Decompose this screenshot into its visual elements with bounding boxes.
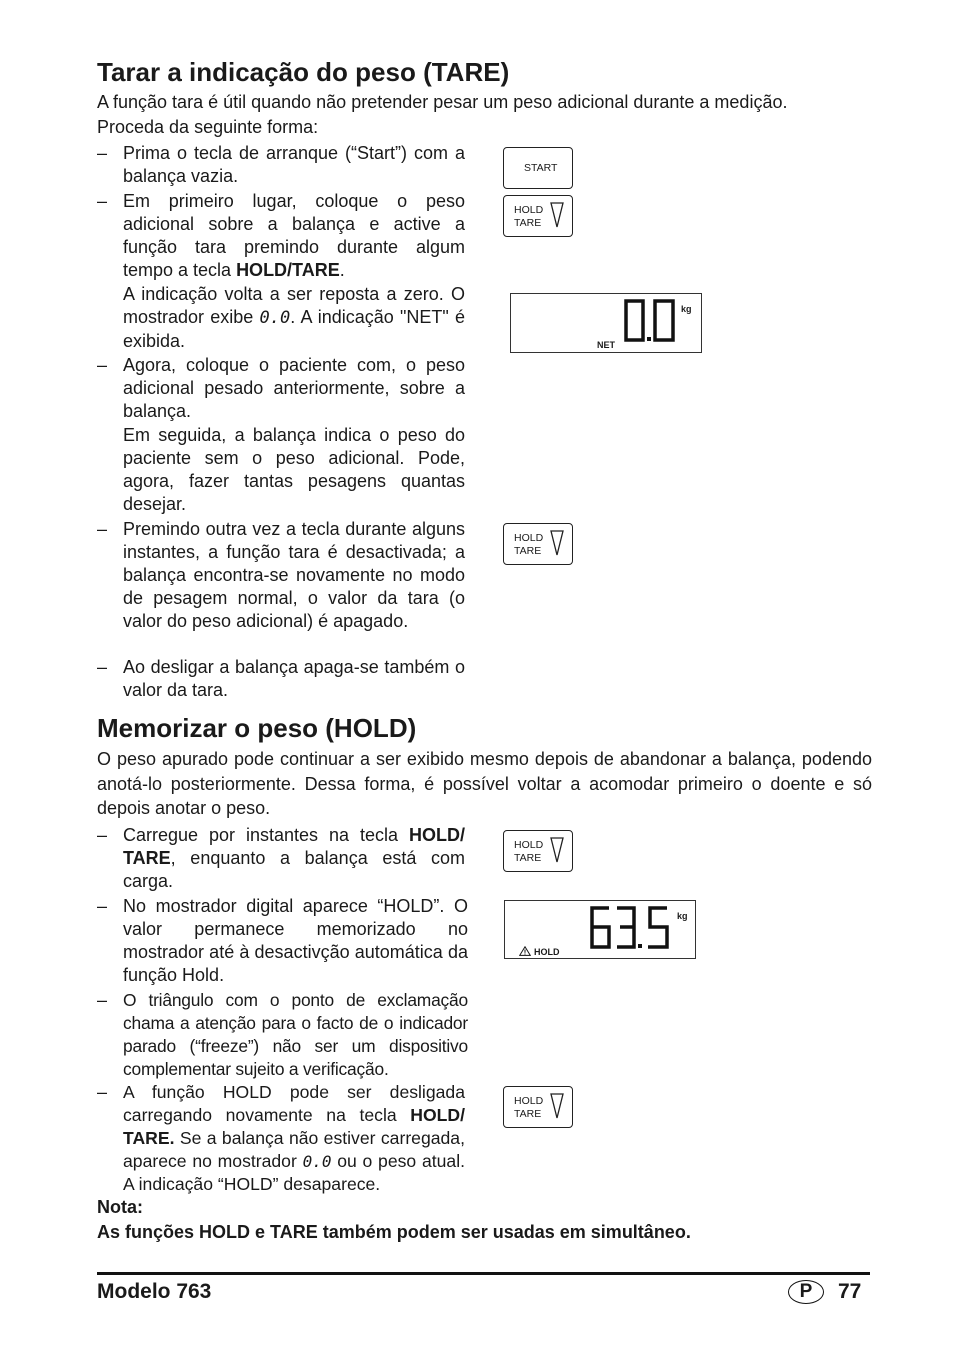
hold-step-4-text: A função HOLD pode ser desligada carregando novamente na tecla bbox=[123, 1082, 465, 1125]
hold-label: HOLD bbox=[514, 204, 544, 216]
tare-step-2-result-end: . A indicação "NET" é exibida. bbox=[123, 307, 465, 351]
list-dash: – bbox=[97, 825, 108, 845]
hold-tare-key-ref: HOLD/ TARE bbox=[123, 825, 465, 868]
display-hold-label: HOLD bbox=[534, 947, 560, 957]
hold-label: HOLD bbox=[514, 839, 544, 851]
tare-label: TARE bbox=[514, 1107, 542, 1120]
triangle-down-icon bbox=[550, 529, 564, 557]
hold-label: HOLD bbox=[514, 1095, 544, 1107]
triangle-down-icon bbox=[550, 201, 564, 229]
warning-triangle-icon bbox=[519, 946, 531, 956]
hold-tare-key-label bbox=[514, 839, 543, 864]
tare-step-3: Agora, coloque o paciente com, o peso adicional pesado anteriormente, sobre a balança. bbox=[123, 355, 465, 421]
hold-label: HOLD bbox=[514, 532, 544, 544]
hold-tare-key bbox=[503, 830, 573, 872]
start-key bbox=[503, 147, 573, 189]
list-dash: – bbox=[97, 355, 108, 375]
tare-step-1: Prima o tecla de arranque (“Start”) com a balança vazia. bbox=[123, 143, 465, 186]
display-net bbox=[510, 293, 702, 353]
hold-tare-key bbox=[503, 1086, 573, 1128]
hold-tare-key-label bbox=[514, 1095, 543, 1120]
list-dash: – bbox=[97, 657, 108, 677]
hold-tare-key-ref: HOLD/ TARE. bbox=[123, 1105, 465, 1148]
triangle-down-icon bbox=[550, 1092, 564, 1120]
footer-page-info bbox=[788, 1280, 861, 1304]
hold-step-4-mid: Se a balança não estiver carregada, aparece no mostrador bbox=[123, 1128, 465, 1171]
hold-tare-key-label bbox=[514, 532, 543, 557]
hold-tare-key-ref: HOLD/TARE bbox=[236, 260, 340, 280]
hold-step-4-end: ou o peso atual. A indicação “HOLD” desaparece. bbox=[123, 1151, 465, 1194]
section-heading-hold: Memorizar o peso (HOLD) bbox=[97, 713, 417, 743]
display-net-unit: kg bbox=[681, 304, 692, 314]
tare-intro-1: A função tara é útil quando não pretender pesar um peso adicional durante a medição. bbox=[97, 92, 788, 112]
triangle-down-icon bbox=[550, 836, 564, 864]
tare-step-2-end: . bbox=[339, 260, 345, 280]
section-heading-tare: Tarar a indicação do peso (TARE) bbox=[97, 57, 510, 87]
tare-label: TARE bbox=[514, 216, 542, 229]
tare-label: TARE bbox=[514, 544, 542, 557]
display-net-digits bbox=[623, 298, 679, 344]
list-dash: – bbox=[97, 896, 108, 916]
page-number: 77 bbox=[838, 1280, 862, 1303]
hold-step-4 bbox=[123, 1081, 465, 1196]
list-dash: – bbox=[97, 143, 108, 163]
hold-step-1-text: Carregue por instantes na tecla bbox=[123, 825, 409, 845]
display-net-label: NET bbox=[597, 340, 615, 350]
start-key-label: START bbox=[524, 162, 558, 174]
inline-display-zero: 0.0 bbox=[302, 1152, 332, 1171]
tare-step-2-text: Em primeiro lugar, coloque o peso adicional sobre a balança e active a função tara premindo durante algum tempo a tecla bbox=[123, 191, 465, 280]
list-dash: – bbox=[97, 1082, 108, 1102]
note-text: As funções HOLD e TARE também podem ser usadas em simultâneo. bbox=[97, 1222, 691, 1242]
tare-step-2 bbox=[123, 190, 465, 282]
tare-step-2-result bbox=[123, 283, 465, 353]
hold-step-1 bbox=[123, 824, 465, 893]
hold-step-3: O triângulo com o ponto de exclamação chama a atenção para o facto de o indicador parado (“freeze”) não ser um dispositivo complementar sujeito a verificação. bbox=[123, 990, 468, 1079]
tare-step-4: Premindo outra vez a tecla durante alguns instantes, a função tara é desactivada; a balança encontra-se novamente no modo de pesagem normal, o valor da tara (o valor do peso adicional) é apagado. bbox=[123, 519, 465, 631]
inline-display-zero: 0.0 bbox=[259, 308, 291, 328]
tare-label: TARE bbox=[514, 851, 542, 864]
display-hold-digits bbox=[589, 905, 675, 951]
hold-tare-key bbox=[503, 523, 573, 565]
tare-step-3-result: Em seguida, a balança indica o peso do paciente sem o peso adicional. Pode, agora, fazer tantas pesagens quantas desejar. bbox=[123, 425, 465, 514]
list-dash: – bbox=[97, 519, 108, 539]
note-label: Nota: bbox=[97, 1197, 143, 1217]
footer-model: Modelo 763 bbox=[97, 1280, 212, 1303]
footer-rule bbox=[97, 1272, 870, 1275]
display-hold bbox=[504, 900, 696, 959]
tare-step-5: Ao desligar a balança apaga-se também o valor da tara. bbox=[123, 657, 465, 700]
display-hold-unit: kg bbox=[677, 911, 688, 921]
hold-step-2: No mostrador digital aparece “HOLD”. O valor permanece memorizado no mostrador até à desactivção automática da função Hold. bbox=[123, 896, 468, 985]
hold-step-1-end: , enquanto a balança está com carga. bbox=[123, 848, 465, 891]
list-dash: – bbox=[97, 191, 108, 211]
hold-tare-key-label bbox=[514, 204, 543, 229]
language-badge: P bbox=[788, 1280, 824, 1304]
tare-intro-2: Proceda da seguinte forma: bbox=[97, 117, 319, 137]
hold-intro: O peso apurado pode continuar a ser exibido mesmo depois de abandonar a balança, podendo anotá-lo posteriormente. Dessa forma, é possível voltar a acomodar primeiro o doente e só depois anotar o peso. bbox=[97, 749, 872, 818]
tare-step-2-result-text: A indicação volta a ser reposta a zero. O mostrador exibe bbox=[123, 284, 465, 327]
hold-tare-key bbox=[503, 195, 573, 237]
list-dash: – bbox=[97, 990, 108, 1010]
